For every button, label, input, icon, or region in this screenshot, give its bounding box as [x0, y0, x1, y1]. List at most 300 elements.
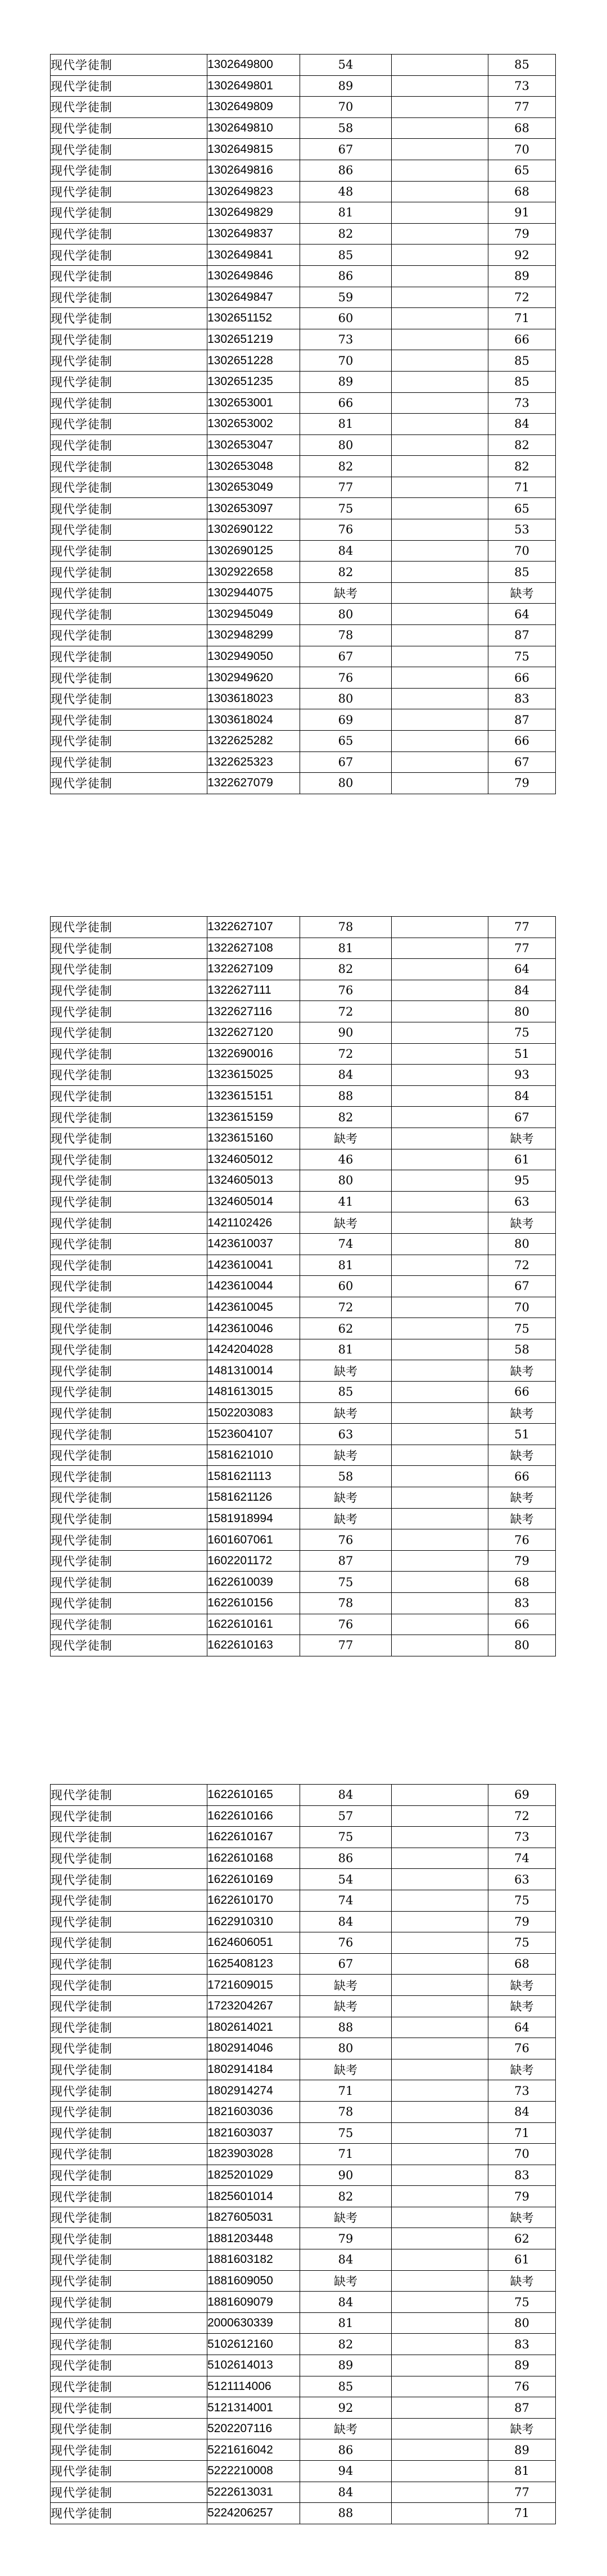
table-row [51, 1318, 556, 1339]
student-id-cell: 1622610167 [207, 1827, 300, 1848]
blank-cell [392, 1107, 488, 1128]
score-cell: 72 [300, 1043, 392, 1065]
score-cell: 71 [488, 308, 556, 329]
major-cell: 现代学徒制 [51, 2186, 207, 2207]
student-id-cell: 1802914184 [207, 2059, 300, 2080]
blank-cell [392, 1827, 488, 1848]
blank-cell [392, 498, 488, 519]
score-cell: 81 [300, 202, 392, 224]
student-id-cell: 1302653049 [207, 477, 300, 498]
blank-cell [392, 1276, 488, 1297]
score-cell: 76 [300, 667, 392, 689]
student-id-cell: 1302653001 [207, 392, 300, 414]
blank-cell [392, 75, 488, 97]
table-row [51, 1276, 556, 1297]
score-cell: 75 [488, 1022, 556, 1043]
score-cell: 71 [488, 2122, 556, 2144]
major-cell: 现代学徒制 [51, 709, 207, 731]
score-cell: 缺考 [300, 1212, 392, 1234]
blank-cell [392, 1445, 488, 1466]
major-cell: 现代学徒制 [51, 1635, 207, 1656]
student-id-cell: 5102612160 [207, 2334, 300, 2355]
table-row [51, 688, 556, 709]
score-cell: 80 [300, 434, 392, 456]
major-cell: 现代学徒制 [51, 2249, 207, 2271]
score-cell: 缺考 [488, 2059, 556, 2080]
student-id-cell: 5121314001 [207, 2397, 300, 2419]
blank-cell [392, 265, 488, 287]
table-row [51, 2418, 556, 2439]
blank-cell [392, 1255, 488, 1276]
table-row [51, 519, 556, 541]
score-table [50, 54, 556, 794]
score-cell: 84 [300, 2249, 392, 2271]
blank-cell [392, 223, 488, 245]
blank-cell [392, 2312, 488, 2334]
score-cell: 61 [488, 2249, 556, 2271]
blank-cell [392, 2270, 488, 2292]
score-cell: 70 [300, 350, 392, 372]
score-cell: 66 [488, 731, 556, 752]
score-cell: 75 [488, 646, 556, 667]
major-cell: 现代学徒制 [51, 139, 207, 160]
blank-cell [392, 2418, 488, 2439]
score-cell: 51 [488, 1424, 556, 1445]
student-id-cell: 1322627107 [207, 917, 300, 938]
major-cell: 现代学徒制 [51, 55, 207, 76]
score-table [50, 1784, 556, 2524]
blank-cell [392, 667, 488, 689]
major-cell: 现代学徒制 [51, 2482, 207, 2503]
major-cell: 现代学徒制 [51, 1593, 207, 1614]
blank-cell [392, 434, 488, 456]
score-cell: 89 [488, 2355, 556, 2376]
score-cell: 78 [300, 2101, 392, 2122]
score-cell: 84 [300, 2482, 392, 2503]
major-cell: 现代学徒制 [51, 2503, 207, 2524]
score-cell: 64 [488, 959, 556, 980]
student-id-cell: 1823903028 [207, 2144, 300, 2165]
blank-cell [392, 1402, 488, 1424]
score-cell: 78 [300, 917, 392, 938]
student-id-cell: 1302690125 [207, 540, 300, 562]
table-row [51, 1128, 556, 1149]
table-row [51, 287, 556, 308]
blank-cell [392, 2249, 488, 2271]
score-cell: 84 [300, 2292, 392, 2313]
score-cell: 75 [488, 1932, 556, 1954]
student-id-cell: 5221616042 [207, 2439, 300, 2461]
student-id-cell: 1601607061 [207, 1529, 300, 1551]
score-cell: 79 [488, 223, 556, 245]
student-id-cell: 1622610163 [207, 1635, 300, 1656]
table-row [51, 1255, 556, 1276]
major-cell: 现代学徒制 [51, 1128, 207, 1149]
student-id-cell: 1302653002 [207, 414, 300, 435]
blank-cell [392, 938, 488, 959]
blank-cell [392, 1466, 488, 1487]
blank-cell [392, 1212, 488, 1234]
blank-cell [392, 1043, 488, 1065]
student-id-cell: 1302649829 [207, 202, 300, 224]
table-row [51, 1382, 556, 1403]
score-cell: 81 [300, 414, 392, 435]
blank-cell [392, 1869, 488, 1890]
table-row [51, 2122, 556, 2144]
major-cell: 现代学徒制 [51, 392, 207, 414]
blank-cell [392, 414, 488, 435]
table-row [51, 55, 556, 76]
major-cell: 现代学徒制 [51, 1382, 207, 1403]
student-id-cell: 1821603037 [207, 2122, 300, 2144]
table-row [51, 2059, 556, 2080]
student-id-cell: 1322625282 [207, 731, 300, 752]
score-cell: 缺考 [488, 1487, 556, 1509]
student-id-cell: 1721609015 [207, 1975, 300, 1996]
major-cell: 现代学徒制 [51, 1805, 207, 1827]
score-cell: 86 [300, 2439, 392, 2461]
student-id-cell: 1302945049 [207, 604, 300, 625]
table-row [51, 308, 556, 329]
score-cell: 缺考 [300, 1445, 392, 1466]
score-cell: 82 [300, 959, 392, 980]
score-cell: 84 [488, 2101, 556, 2122]
table-row [51, 75, 556, 97]
table-row [51, 562, 556, 583]
major-cell: 现代学徒制 [51, 1402, 207, 1424]
score-table [50, 916, 556, 1656]
score-cell: 72 [488, 287, 556, 308]
score-cell: 缺考 [488, 1402, 556, 1424]
student-id-cell: 1302944075 [207, 582, 300, 604]
major-cell: 现代学徒制 [51, 1953, 207, 1975]
score-cell: 83 [488, 2165, 556, 2186]
blank-cell [392, 2228, 488, 2249]
student-id-cell: 1622610156 [207, 1593, 300, 1614]
score-cell: 89 [300, 75, 392, 97]
student-id-cell: 1802914274 [207, 2080, 300, 2102]
score-cell: 76 [300, 1529, 392, 1551]
student-id-cell: 1581621010 [207, 1445, 300, 1466]
score-cell: 80 [300, 688, 392, 709]
score-cell: 76 [488, 1529, 556, 1551]
score-cell: 70 [488, 2144, 556, 2165]
student-id-cell: 1523604107 [207, 1424, 300, 1445]
score-cell: 66 [488, 1614, 556, 1635]
blank-cell [392, 1191, 488, 1212]
student-id-cell: 1302922658 [207, 562, 300, 583]
major-cell: 现代学徒制 [51, 181, 207, 202]
score-cell: 81 [300, 2312, 392, 2334]
table-row [51, 2017, 556, 2038]
table-row [51, 938, 556, 959]
blank-cell [392, 329, 488, 350]
blank-cell [392, 1001, 488, 1022]
score-cell: 85 [300, 245, 392, 266]
student-id-cell: 1323615160 [207, 1128, 300, 1149]
table-row [51, 414, 556, 435]
student-id-cell: 1322627109 [207, 959, 300, 980]
table-row [51, 2439, 556, 2461]
student-id-cell: 1322627116 [207, 1001, 300, 1022]
table-row [51, 2376, 556, 2397]
table-row [51, 392, 556, 414]
score-cell: 75 [300, 498, 392, 519]
blank-cell [392, 202, 488, 224]
score-cell: 缺考 [300, 2418, 392, 2439]
major-cell: 现代学徒制 [51, 1297, 207, 1318]
table-row [51, 2249, 556, 2271]
score-cell: 84 [300, 1785, 392, 1806]
score-cell: 86 [300, 265, 392, 287]
table-row [51, 1212, 556, 1234]
major-cell: 现代学徒制 [51, 2397, 207, 2419]
student-id-cell: 1302649801 [207, 75, 300, 97]
blank-cell [392, 392, 488, 414]
major-cell: 现代学徒制 [51, 160, 207, 181]
score-cell: 90 [300, 2165, 392, 2186]
major-cell: 现代学徒制 [51, 1339, 207, 1360]
student-id-cell: 1622610169 [207, 1869, 300, 1890]
student-id-cell: 1481613015 [207, 1382, 300, 1403]
score-cell: 75 [300, 2122, 392, 2144]
major-cell: 现代学徒制 [51, 414, 207, 435]
student-id-cell: 1622610161 [207, 1614, 300, 1635]
table-row [51, 1995, 556, 2017]
table-row [51, 181, 556, 202]
major-cell: 现代学徒制 [51, 1360, 207, 1382]
table-row [51, 1550, 556, 1572]
major-cell: 现代学徒制 [51, 1276, 207, 1297]
major-cell: 现代学徒制 [51, 646, 207, 667]
student-id-cell: 1581621126 [207, 1487, 300, 1509]
blank-cell [392, 1424, 488, 1445]
score-cell: 82 [300, 223, 392, 245]
table-row [51, 1001, 556, 1022]
score-cell: 79 [488, 1911, 556, 1932]
score-cell: 66 [488, 1382, 556, 1403]
score-cell: 88 [300, 2503, 392, 2524]
student-id-cell: 2000630339 [207, 2312, 300, 2334]
score-cell: 66 [488, 329, 556, 350]
table-row [51, 1043, 556, 1065]
student-id-cell: 1821603036 [207, 2101, 300, 2122]
major-cell: 现代学徒制 [51, 1255, 207, 1276]
student-id-cell: 1423610041 [207, 1255, 300, 1276]
table-row [51, 2461, 556, 2482]
table-row [51, 1149, 556, 1170]
blank-cell [392, 2482, 488, 2503]
student-id-cell: 1424204028 [207, 1339, 300, 1360]
major-cell: 现代学徒制 [51, 2439, 207, 2461]
score-cell: 71 [488, 2503, 556, 2524]
score-cell: 70 [488, 540, 556, 562]
student-id-cell: 1622610170 [207, 1890, 300, 1911]
table-row [51, 1911, 556, 1932]
student-id-cell: 1622910310 [207, 1911, 300, 1932]
student-id-cell: 1881603182 [207, 2249, 300, 2271]
score-cell: 79 [488, 1550, 556, 1572]
student-id-cell: 1322690016 [207, 1043, 300, 1065]
score-cell: 88 [300, 1085, 392, 1107]
blank-cell [392, 117, 488, 139]
major-cell: 现代学徒制 [51, 117, 207, 139]
student-id-cell: 1302649823 [207, 181, 300, 202]
score-cell: 77 [300, 1635, 392, 1656]
score-cell: 74 [300, 1890, 392, 1911]
table-row [51, 456, 556, 477]
student-id-cell: 1324605012 [207, 1149, 300, 1170]
table-page-2 [50, 916, 555, 1656]
blank-cell [392, 1318, 488, 1339]
blank-cell [392, 2503, 488, 2524]
table-row [51, 2144, 556, 2165]
student-id-cell: 5222210008 [207, 2461, 300, 2482]
major-cell: 现代学徒制 [51, 1572, 207, 1593]
student-id-cell: 1323615159 [207, 1107, 300, 1128]
score-cell: 85 [488, 371, 556, 392]
blank-cell [392, 1593, 488, 1614]
blank-cell [392, 1297, 488, 1318]
score-cell: 缺考 [300, 2059, 392, 2080]
student-id-cell: 1423610045 [207, 1297, 300, 1318]
student-id-cell: 1423610044 [207, 1276, 300, 1297]
table-row [51, 1593, 556, 1614]
score-cell: 81 [300, 1339, 392, 1360]
major-cell: 现代学徒制 [51, 1022, 207, 1043]
table-row [51, 1529, 556, 1551]
student-id-cell: 1303618023 [207, 688, 300, 709]
table-row [51, 245, 556, 266]
score-cell: 76 [488, 2376, 556, 2397]
major-cell: 现代学徒制 [51, 456, 207, 477]
student-id-cell: 1302653047 [207, 434, 300, 456]
table-row [51, 917, 556, 938]
score-cell: 79 [488, 773, 556, 794]
table-row [51, 1953, 556, 1975]
score-cell: 53 [488, 519, 556, 541]
blank-cell [392, 1614, 488, 1635]
blank-cell [392, 1995, 488, 2017]
blank-cell [392, 97, 488, 118]
student-id-cell: 1302649816 [207, 160, 300, 181]
score-cell: 89 [488, 2439, 556, 2461]
table-row [51, 667, 556, 689]
blank-cell [392, 287, 488, 308]
blank-cell [392, 1975, 488, 1996]
student-id-cell: 1302653097 [207, 498, 300, 519]
table-row [51, 2312, 556, 2334]
student-id-cell: 1323615151 [207, 1085, 300, 1107]
table-row [51, 1827, 556, 1848]
score-cell: 75 [488, 2292, 556, 2313]
score-cell: 78 [300, 625, 392, 646]
student-id-cell: 1581918994 [207, 1508, 300, 1529]
student-id-cell: 1624606051 [207, 1932, 300, 1954]
score-cell: 85 [488, 562, 556, 583]
score-cell: 67 [488, 751, 556, 773]
score-cell: 80 [488, 1233, 556, 1255]
major-cell: 现代学徒制 [51, 287, 207, 308]
score-cell: 51 [488, 1043, 556, 1065]
blank-cell [392, 2461, 488, 2482]
blank-cell [392, 709, 488, 731]
score-cell: 缺考 [488, 1212, 556, 1234]
table-row [51, 1572, 556, 1593]
score-cell: 79 [300, 2228, 392, 2249]
table-row [51, 2165, 556, 2186]
student-id-cell: 1502203083 [207, 1402, 300, 1424]
major-cell: 现代学徒制 [51, 1107, 207, 1128]
score-cell: 缺考 [300, 1360, 392, 1382]
major-cell: 现代学徒制 [51, 498, 207, 519]
blank-cell [392, 917, 488, 938]
blank-cell [392, 1550, 488, 1572]
blank-cell [392, 625, 488, 646]
student-id-cell: 1302651235 [207, 371, 300, 392]
table-row [51, 980, 556, 1001]
score-cell: 缺考 [488, 582, 556, 604]
score-cell: 83 [488, 1593, 556, 1614]
blank-cell [392, 160, 488, 181]
score-cell: 80 [488, 1001, 556, 1022]
score-cell: 84 [488, 1085, 556, 1107]
score-cell: 66 [488, 667, 556, 689]
major-cell: 现代学徒制 [51, 1487, 207, 1509]
score-cell: 84 [300, 1065, 392, 1086]
major-cell: 现代学徒制 [51, 1932, 207, 1954]
student-id-cell: 1881609050 [207, 2270, 300, 2292]
table-row [51, 2207, 556, 2228]
major-cell: 现代学徒制 [51, 477, 207, 498]
score-cell: 62 [488, 2228, 556, 2249]
table-row [51, 1085, 556, 1107]
score-cell: 63 [488, 1191, 556, 1212]
student-id-cell: 1622610165 [207, 1785, 300, 1806]
major-cell: 现代学徒制 [51, 1890, 207, 1911]
score-cell: 缺考 [488, 1445, 556, 1466]
table-row [51, 202, 556, 224]
blank-cell [392, 2376, 488, 2397]
blank-cell [392, 1065, 488, 1086]
blank-cell [392, 773, 488, 794]
blank-cell [392, 1128, 488, 1149]
student-id-cell: 1302649815 [207, 139, 300, 160]
score-cell: 67 [300, 751, 392, 773]
score-cell: 82 [300, 2334, 392, 2355]
score-cell: 缺考 [300, 1487, 392, 1509]
score-cell: 71 [300, 2144, 392, 2165]
blank-cell [392, 2144, 488, 2165]
student-id-cell: 1302649846 [207, 265, 300, 287]
blank-cell [392, 1785, 488, 1806]
student-id-cell: 1322627111 [207, 980, 300, 1001]
blank-cell [392, 1339, 488, 1360]
major-cell: 现代学徒制 [51, 1085, 207, 1107]
table-row [51, 751, 556, 773]
major-cell: 现代学徒制 [51, 245, 207, 266]
score-cell: 81 [488, 2461, 556, 2482]
major-cell: 现代学徒制 [51, 2038, 207, 2059]
blank-cell [392, 1635, 488, 1656]
table-row [51, 160, 556, 181]
major-cell: 现代学徒制 [51, 917, 207, 938]
blank-cell [392, 604, 488, 625]
score-cell: 73 [488, 392, 556, 414]
score-cell: 81 [300, 938, 392, 959]
major-cell: 现代学徒制 [51, 2165, 207, 2186]
student-id-cell: 1825601014 [207, 2186, 300, 2207]
